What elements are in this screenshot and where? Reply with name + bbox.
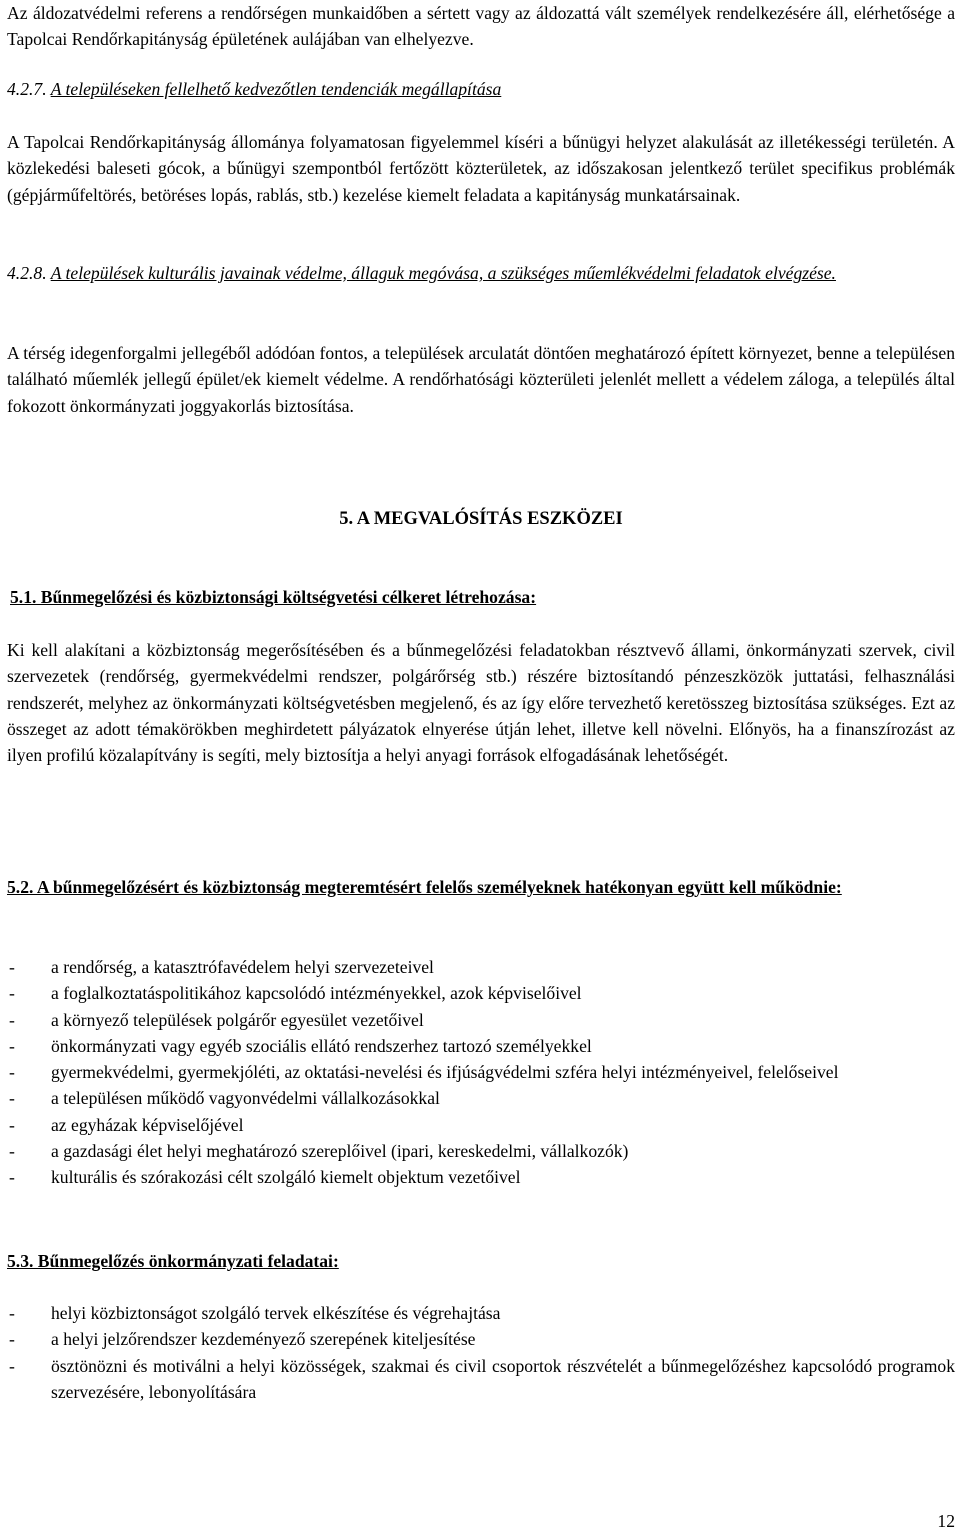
list-item: - ösztönözni és motiválni a helyi közösségek, szakmai és civil csoportok részvételét a bűnmegelőzéshez kapcsolódó programok szervezésére, lebonyolítására bbox=[7, 1353, 955, 1406]
section-5-2-heading: 5.2. A bűnmegelőzésért és közbiztonság megteremtésért felelős személyeknek hatékonyan együtt kell működnie: bbox=[7, 877, 842, 897]
section-4-2-8-number: 4.2.8. bbox=[7, 263, 47, 283]
list-item: - a településen működő vagyonvédelmi vállalkozásokkal bbox=[7, 1085, 955, 1111]
intro-paragraph: Az áldozatvédelmi referens a rendőrségen munkaidőben a sértett vagy az áldozattá vált személyek rendelkezésére áll, elérhetősége a Tapolcai Rendőrkapitányság épületének aulájában van elhelyezve. bbox=[7, 3, 955, 50]
list-item: - a foglalkoztatáspolitikához kapcsolódó intézményekkel, azok képviselőivel bbox=[7, 980, 955, 1006]
section-4-2-8-heading bbox=[7, 260, 955, 286]
section-5-3-list bbox=[7, 1300, 955, 1405]
list-item: - a környező települések polgárőr egyesület vezetőivel bbox=[7, 1007, 955, 1033]
list-item: - kulturális és szórakozási célt szolgáló kiemelt objektum vezetőivel bbox=[7, 1164, 955, 1190]
section-5-3-heading: 5.3. Bűnmegelőzés önkormányzati feladatai: bbox=[7, 1251, 339, 1271]
list-item: - önkormányzati vagy egyéb szociális ellátó rendszerhez tartozó személyekkel bbox=[7, 1033, 955, 1059]
section-5-1-body: Ki kell alakítani a közbiztonság megerősítésében és a bűnmegelőzési feladatokban résztvevő állami, önkormányzati szervek, civil szervezetek (rendőrség, gyermekvédelmi rendszer, polgárőrség stb.) részére biztosítandó pénzeszközök juttatási, felhasználási rendszerét, melyhez az önkormányzati költségvetésben megjelenő, és az így előre tervezhető keretösszeg biztosítása szükséges. Ezt az összeget az adott témakörökben meghirdetett pályázatok elnyerése útján lehet, illetve kell növelni. Előnyös, ha a finanszírozást az ilyen profilú közalapítvány is segíti, mely biztosítja a helyi anyagi források elfogadásának lehetőségét. bbox=[7, 640, 955, 766]
list-item: - a rendőrség, a katasztrófavédelem helyi szervezeteivel bbox=[7, 954, 955, 980]
section-5-2-list bbox=[7, 954, 955, 1191]
list-item: - gyermekvédelmi, gyermekjóléti, az oktatási-nevelési és ifjúságvédelmi szféra helyi intézményeivel, felelőseivel bbox=[7, 1059, 955, 1085]
section-4-2-7-heading bbox=[7, 76, 955, 102]
chapter-5-title: 5. A MEGVALÓSÍTÁS ESZKÖZEI bbox=[339, 509, 623, 529]
section-4-2-8-body: A térség idegenforgalmi jellegéből adódóan fontos, a települések arculatát döntően meghatározó épített környezet, benne a településen található műemlék jellegű épület/ek kiemelt védelme. A rendőrhatósági közterületi jelenlét mellett a védelem záloga, a település által fokozott önkormányzati joggyakorlás biztosítása. bbox=[7, 343, 955, 416]
page-number: 12 bbox=[937, 1511, 955, 1531]
list-item: - a helyi jelzőrendszer kezdeményező szerepének kiteljesítése bbox=[7, 1326, 955, 1352]
list-item: - a gazdasági élet helyi meghatározó szereplőivel (ipari, kereskedelmi, vállalkozók) bbox=[7, 1138, 955, 1164]
list-item: - az egyházak képviselőjével bbox=[7, 1112, 955, 1138]
section-4-2-8-title: A települések kulturális javainak védelme, állaguk megóvása, a szükséges műemlékvédelmi feladatok elvégzése. bbox=[50, 263, 836, 283]
section-4-2-7-body: A Tapolcai Rendőrkapitányság állománya folyamatosan figyelemmel kíséri a bűnügyi helyzet alakulását az illetékességi területén. A közlekedési baleseti gócok, a bűnügyi szempontból fertőzött közterületek, az időszakosan jelentkező terület specifikus problémák (gépjárműfeltörés, betöréses lopás, rablás, stb.) kezelése kiemelt feladata a kapitányság munkatársainak. bbox=[7, 132, 955, 205]
section-5-1-heading: 5.1. Bűnmegelőzési és közbiztonsági költségvetési célkeret létrehozása: bbox=[10, 587, 537, 607]
section-4-2-7-title: A településeken fellelhető kedvezőtlen tendenciák megállapítása bbox=[50, 79, 502, 99]
section-4-2-7-number: 4.2.7. bbox=[7, 79, 47, 99]
list-item: - helyi közbiztonságot szolgáló tervek elkészítése és végrehajtása bbox=[7, 1300, 955, 1326]
